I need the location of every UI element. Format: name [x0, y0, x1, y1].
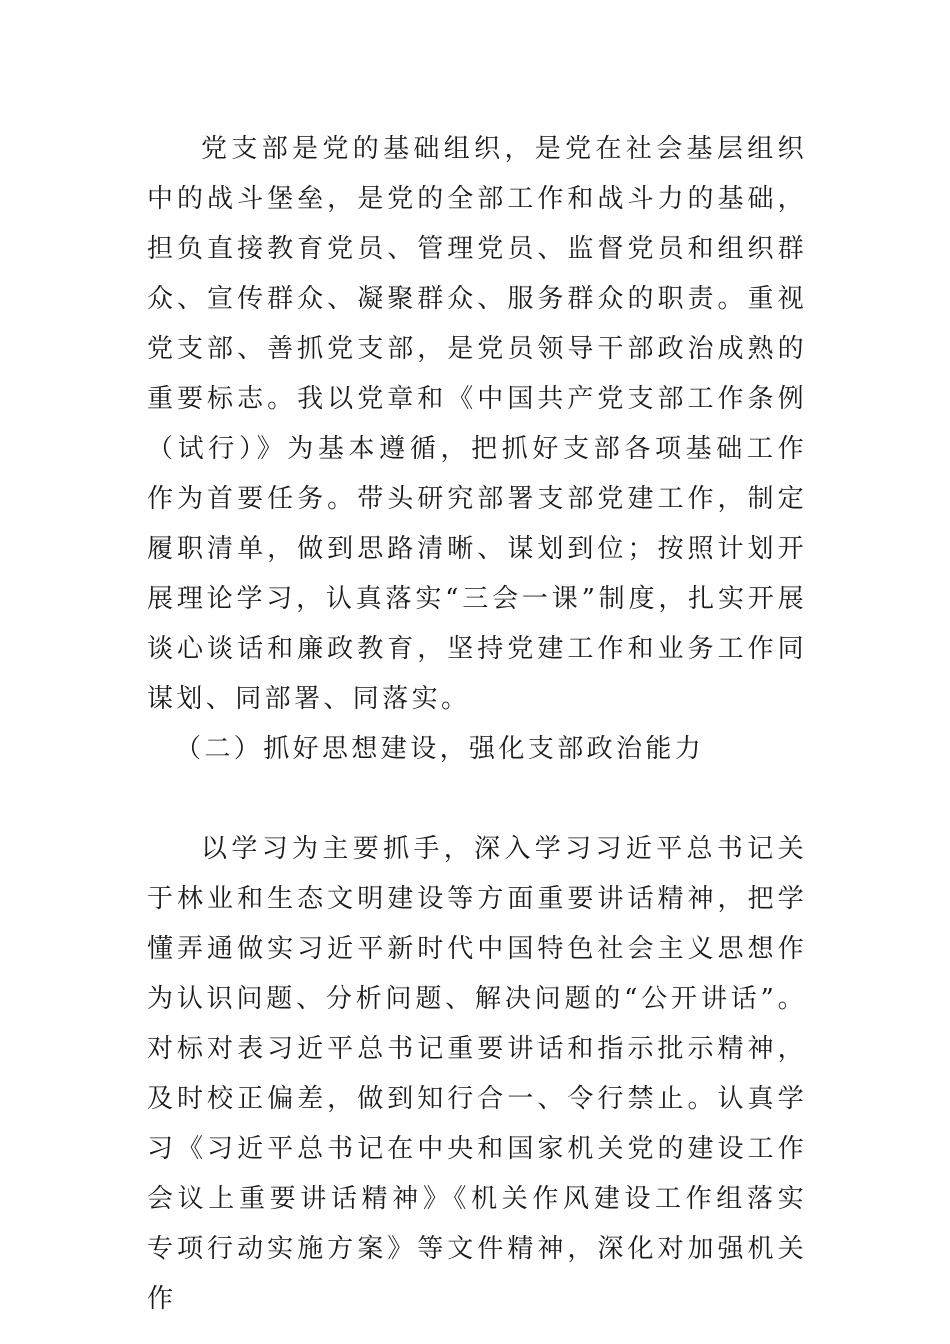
- body-paragraph-1: 党支部是党的基础组织，是党在社会基层组织中的战斗堡垒，是党的全部工作和战斗力的基础，担负直接教育党员、管理党员、监督党员和组织群众、宣传群众、凝聚群众、服务群众的职责。重视党支部、善抓党支部，是党员领导干部政治成熟的重要标志。我以党章和《中国共产党支部工作条例（试行）》为基本遵循，把抓好支部各项基础工作作为首要任务。带头研究部署支部党建工作，制定履职清单，做到思路清晰、谋划到位；按照计划开展理论学习，认真落实“三会一课”制度，扎实开展谈心谈话和廉政教育，坚持党建工作和业务工作同谋划、同部署、同落实。: [147, 134, 807, 714]
- section-heading: （二）抓好思想建设，强化支部政治能力: [175, 734, 705, 764]
- body-paragraph-2: 以学习为主要抓手，深入学习习近平总书记关于林业和生态文明建设等方面重要讲话精神，把学懂弄通做实习近平新时代中国特色社会主义思想作为认识问题、分析问题、解决问题的“公开讲话”。对标对表习近平总书记重要讲话和指示批示精神，及时校正偏差，做到知行合一、令行禁止。认真学习《习近平总书记在中央和国家机关党的建设工作会议上重要讲话精神》《机关作风建设工作组落实专项行动实施方案》等文件精神，深化对加强机关作: [147, 834, 807, 1314]
